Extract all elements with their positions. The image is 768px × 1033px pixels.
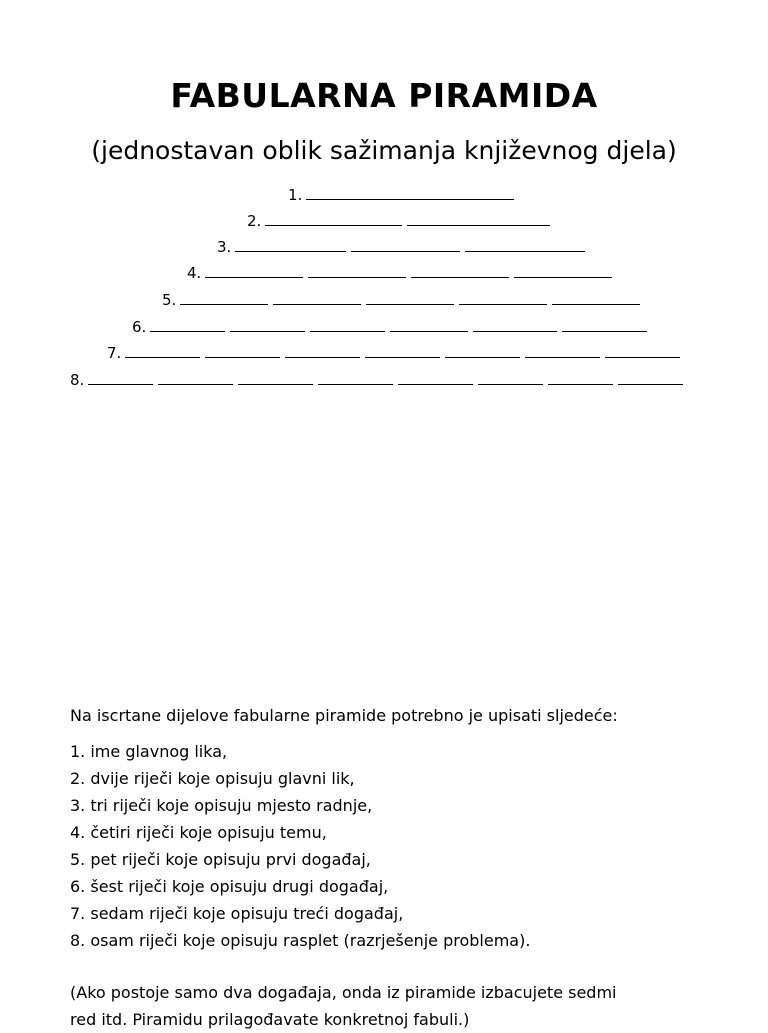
answer-blank [205, 277, 303, 278]
instruction-item: 7. sedam riječi koje opisuju treći događaj, [70, 904, 404, 923]
instructions-note [70, 979, 730, 1033]
pyramid-row-number: 5. [162, 291, 177, 309]
note-line: red itd. Piramidu prilagođavate konkretnoj fabuli.) [70, 1010, 470, 1029]
page-title: FABULARNA PIRAMIDA [170, 76, 598, 115]
answer-blank [407, 225, 550, 226]
instruction-item: 4. četiri riječi koje opisuju temu, [70, 823, 327, 842]
answer-blank [235, 251, 346, 252]
answer-blank [459, 304, 547, 305]
answer-blank [125, 357, 200, 358]
pyramid-row-number: 1. [288, 186, 303, 204]
answer-blank [150, 331, 225, 332]
answer-blank [158, 384, 233, 385]
pyramid-row-1 [288, 178, 514, 204]
answer-blank [562, 331, 647, 332]
pyramid-row-number: 2. [247, 212, 262, 230]
answer-blank [265, 225, 402, 226]
answer-blank [390, 331, 468, 332]
answer-blank [88, 384, 153, 385]
answer-blank [318, 384, 393, 385]
pyramid-row-8 [70, 363, 683, 389]
instruction-item: 5. pet riječi koje opisuju prvi događaj, [70, 850, 371, 869]
pyramid-row-7 [107, 336, 680, 362]
pyramid-row-number: 3. [217, 238, 232, 256]
instructions-intro: Na iscrtane dijelove fabularne piramide potrebno je upisati sljedeće: [70, 706, 618, 725]
answer-blank [308, 277, 406, 278]
answer-blank [306, 199, 514, 200]
answer-blank [398, 384, 473, 385]
pyramid-row-6 [132, 310, 647, 336]
instruction-item: 6. šest riječi koje opisuju drugi događaj, [70, 877, 389, 896]
instruction-item: 8. osam riječi koje opisuju rasplet (razrješenje problema). [70, 931, 531, 950]
answer-blank [514, 277, 612, 278]
answer-blank [285, 357, 360, 358]
answer-blank [618, 384, 683, 385]
answer-blank [411, 277, 509, 278]
answer-blank [230, 331, 305, 332]
pyramid-row-2 [247, 204, 550, 230]
instruction-item: 2. dvije riječi koje opisuju glavni lik, [70, 769, 355, 788]
pyramid-row-number: 4. [187, 264, 202, 282]
pyramid-row-3 [217, 230, 585, 256]
instructions [70, 702, 730, 1033]
answer-blank [310, 331, 385, 332]
instruction-item: 3. tri riječi koje opisuju mjesto radnje, [70, 796, 373, 815]
answer-blank [548, 384, 613, 385]
answer-blank [478, 384, 543, 385]
answer-blank [366, 304, 454, 305]
answer-blank [525, 357, 600, 358]
instructions-list [70, 738, 730, 954]
answer-blank [205, 357, 280, 358]
pyramid-row-4 [187, 256, 612, 282]
pyramid-row-number: 7. [107, 344, 122, 362]
answer-blank [605, 357, 680, 358]
answer-blank [445, 357, 520, 358]
pyramid-row-number: 6. [132, 318, 147, 336]
page-subtitle: (jednostavan oblik sažimanja književnog djela) [91, 136, 677, 165]
answer-blank [473, 331, 557, 332]
answer-blank [552, 304, 640, 305]
answer-blank [180, 304, 268, 305]
note-line: (Ako postoje samo dva događaja, onda iz piramide izbacujete sedmi [70, 983, 617, 1002]
answer-blank [273, 304, 361, 305]
answer-blank [351, 251, 460, 252]
answer-blank [365, 357, 440, 358]
instruction-item: 1. ime glavnog lika, [70, 742, 228, 761]
answer-blank [465, 251, 585, 252]
pyramid-row-5 [162, 283, 640, 309]
pyramid-row-number: 8. [70, 371, 85, 389]
answer-blank [238, 384, 313, 385]
